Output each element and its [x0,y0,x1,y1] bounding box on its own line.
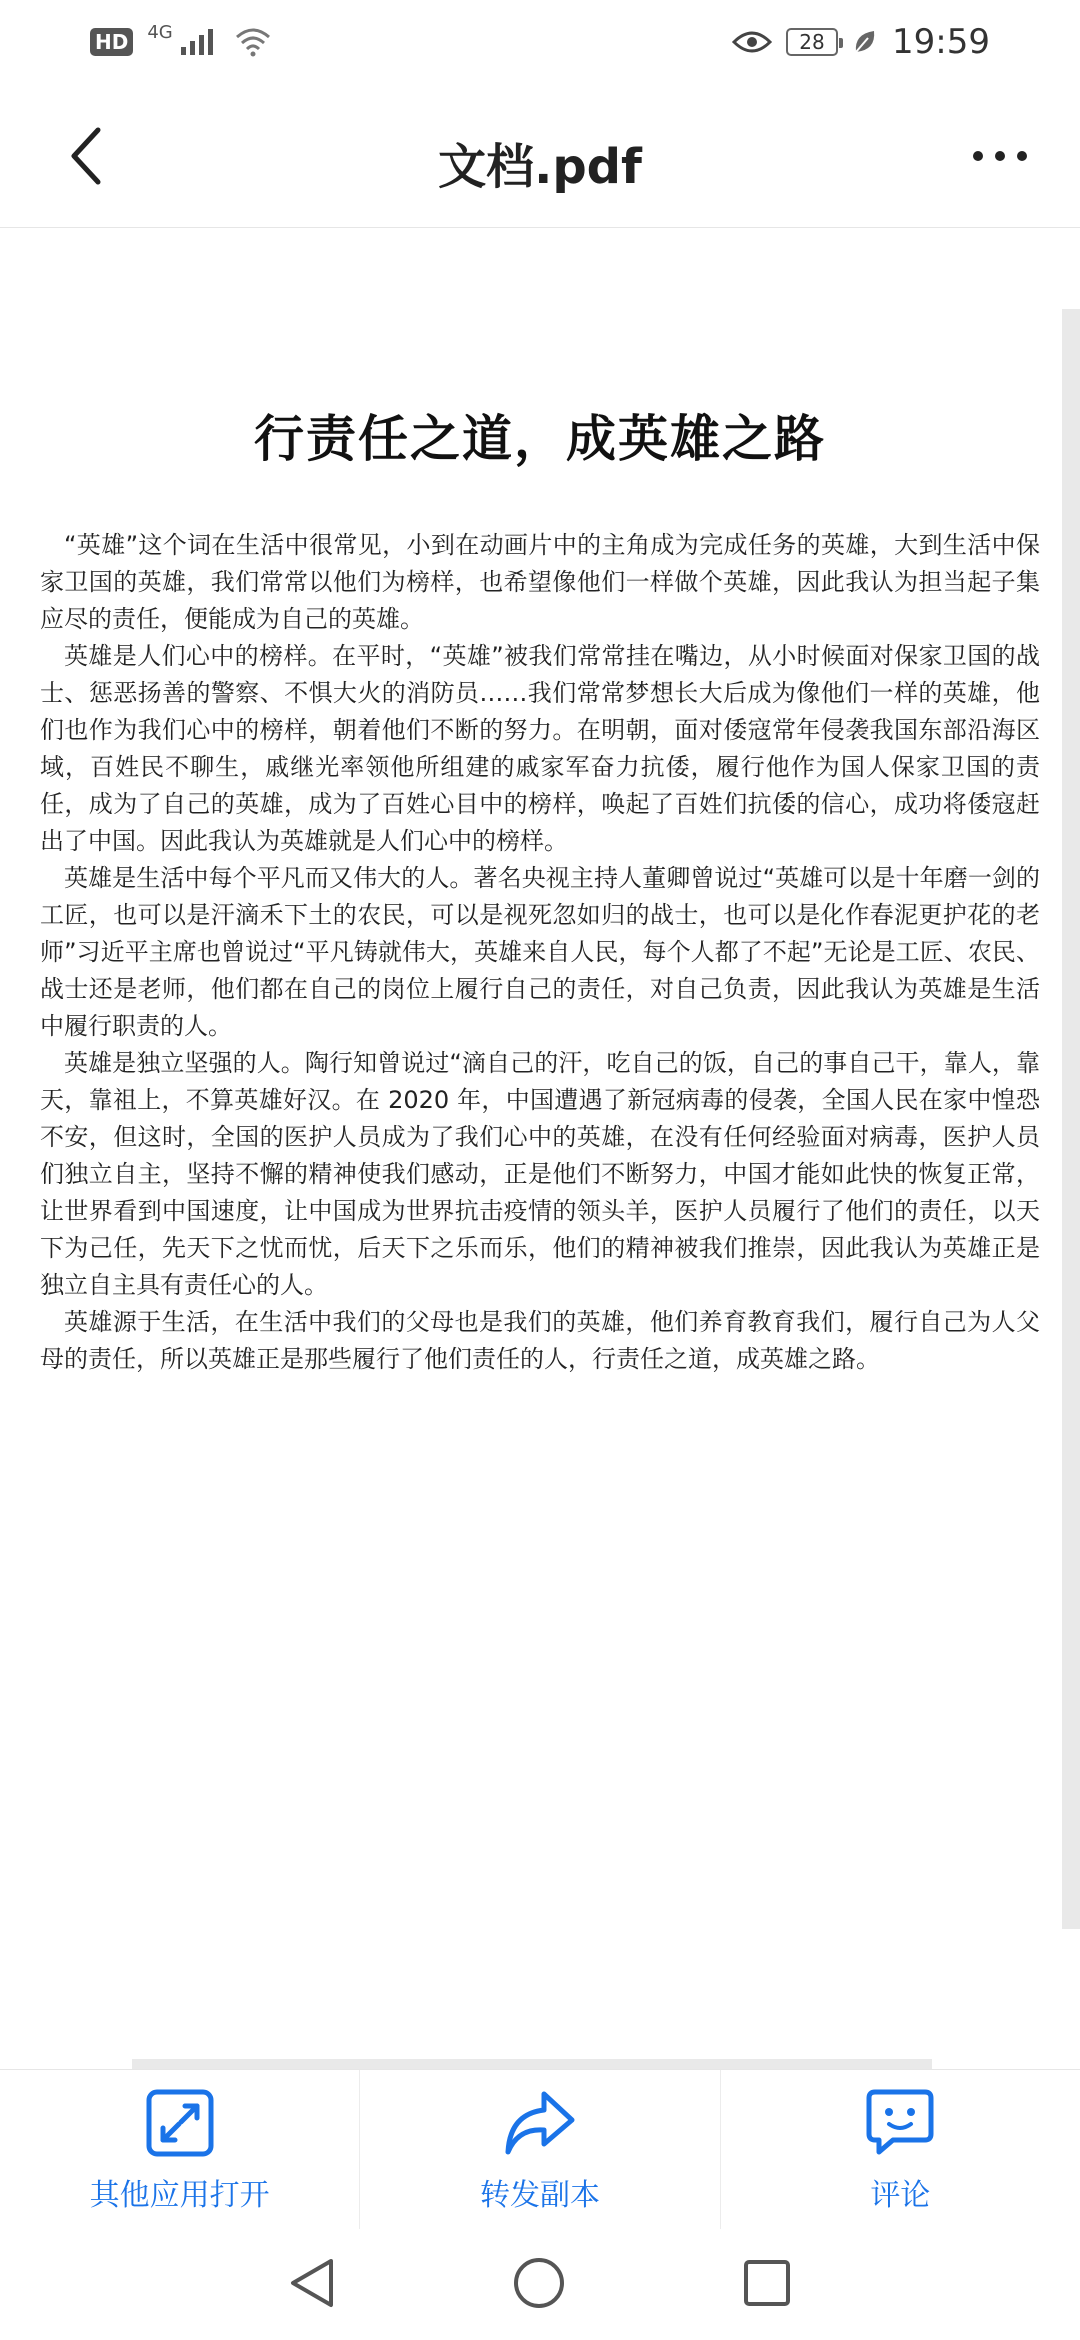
circle-home-icon [511,2255,567,2311]
comment-label: 评论 [870,2178,931,2213]
more-horizontal-icon [970,148,1030,164]
open-in-other-app-label: 其他应用打开 [89,2178,270,2213]
system-nav-bar [0,2229,1080,2340]
battery-indicator [786,28,838,56]
document-paragraph: “英雄”这个词在生活中很常见，小到在动画片中的主角成为完成任务的英雄，大到生活中保家卫国的英雄，我们常常以他们为榜样，也希望像他们一样做个英雄，因此我认为担当起子集应尽的责任，便能成为自己的英雄。 [40,531,1040,633]
nav-home-button[interactable] [511,2255,567,2315]
app-header [0,84,1080,228]
document-paragraph: 英雄源于生活，在生活中我们的父母也是我们的英雄，他们养育教育我们，履行自己为人父母的责任，所以英雄正是那些履行了他们责任的人，行责任之道，成英雄之路。 [40,1308,1040,1373]
more-button[interactable] [960,120,1040,192]
share-arrow-icon [502,2088,578,2158]
forward-copy-button[interactable] [359,2070,719,2229]
square-recents-icon [741,2257,793,2309]
signal-icon [179,27,219,57]
status-left [90,21,273,57]
leaf-icon [852,28,878,56]
bottom-action-bar [0,2069,1080,2229]
triangle-back-icon [287,2255,337,2311]
status-right [732,22,990,62]
vertical-scrollbar[interactable] [1062,309,1080,1929]
clock: 19:59 [892,22,990,62]
page-title: 文档.pdf [438,139,642,195]
document-title: 行责任之道，成英雄之路 [254,410,826,468]
wifi-icon [233,27,273,57]
comment-button[interactable] [720,2070,1080,2229]
document-paragraph: 英雄是独立坚强的人。陶行知曾说过“滴自己的汗，吃自己的饭，自己的事自己干，靠人，靠天，靠祖上，不算英雄好汉。在 2020 年，中国遭遇了新冠病毒的侵袭，全国人民在家中惶恐不安，但这时，全国的医护人员成为了我们心中的英雄，在没有任何经验面对病毒，医护人员们独立自主，坚持不懈的精神使我们感动，正是他们不断努力，中国才能如此快的恢复正常，让世界看到中国速度，让中国成为世界抗击疫情的领头羊，医护人员履行了他们的责任，以天下为己任，先天下之忧而忧，后天下之乐而乐，他们的精神被我们推崇，因此我认为英雄正是独立自主具有责任心的人。 [40,1049,1040,1299]
nav-recents-button[interactable] [741,2257,793,2313]
forward-copy-label: 转发副本 [479,2178,600,2213]
document-viewer[interactable] [0,229,1080,2069]
comment-icon [865,2088,935,2158]
hd-badge: HD [90,28,133,56]
eye-icon [732,28,772,56]
expand-icon [145,2088,215,2158]
document-paragraph: 英雄是人们心中的榜样。在平时，“英雄”被我们常常挂在嘴边，从小时候面对保家卫国的战士、惩恶扬善的警察、不惧大火的消防员……我们常常梦想长大后成为像他们一样的英雄，他们也作为我们心中的榜样，朝着他们不断的努力。在明朝，面对倭寇常年侵袭我国东部沿海区域，百姓民不聊生，戚继光率领他所组建的戚家军奋力抗倭，履行他作为国人保家卫国的责任，成为了自己的英雄，成为了百姓心目中的榜样，唤起了百姓们抗倭的信心，成功将倭寇赶出了中国。因此我认为英雄就是人们心中的榜样。 [40,642,1040,855]
status-bar [0,0,1080,84]
battery-level: 28 [799,30,825,54]
network-type: 4G [147,21,173,43]
document-page [40,399,1040,1378]
document-paragraph: 英雄是生活中每个平凡而又伟大的人。著名央视主持人董卿曾说过“英雄可以是十年磨一剑的工匠，也可以是汗滴禾下土的农民，可以是视死忽如归的战士，也可以是化作春泥更护花的老师”习近平主席也曾说过“平凡铸就伟大，英雄来自人民，每个人都了不起”无论是工匠、农民、战士还是老师，他们都在自己的岗位上履行自己的责任，对自己负责，因此我认为英雄是生活中履行职责的人。 [40,864,1040,1040]
open-in-other-app-button[interactable] [0,2070,359,2229]
nav-back-button[interactable] [287,2255,337,2315]
